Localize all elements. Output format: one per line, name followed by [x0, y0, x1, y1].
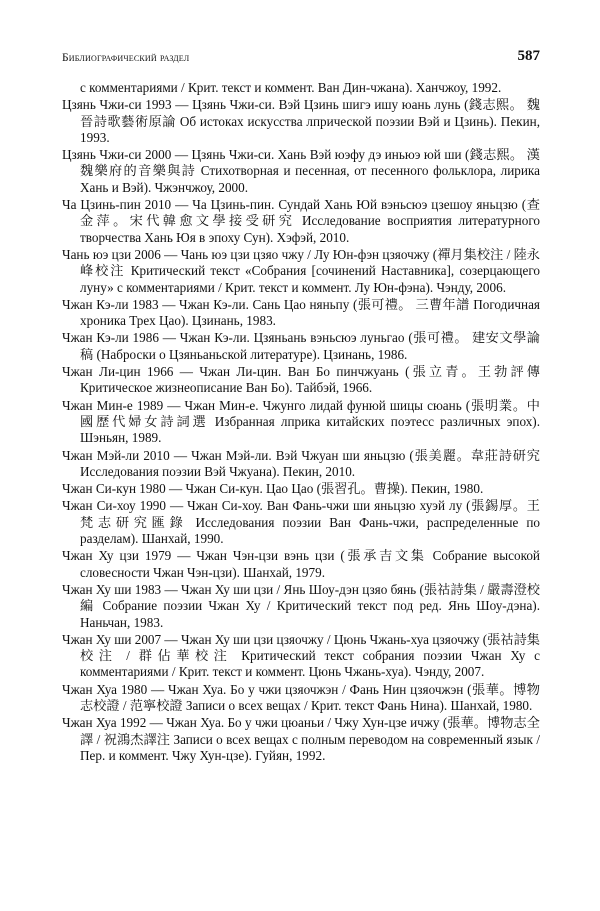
- bibliography-entry: Чань юэ цзи 2006 — Чань юэ цзи цзяо чжу / Лу Юн-фэн цзяочжу (禪月集校注 / 陸永峰校注 Критический текст «Собрания [сочинений Наставника], созерцающего луну» с комментариями / Крит. текст и коммент. Лу Юн-фэна). Чэнду, 2006.: [62, 246, 540, 295]
- bibliography-entry: Цзянь Чжи-си 2000 — Цзянь Чжи-си. Хань Вэй юэфу дэ иньюэ юй ши (錢志熙。 漢魏樂府的音樂與詩 Стихотворная и песенная, от песенного фольклора, лирика Хань и Вэй). Чжэнчжоу, 2000.: [62, 147, 540, 195]
- bibliography-entry: Чжан Ху цзи 1979 — Чжан Чэн-цзи вэнь цзи (張承吉文集 Собрание высокой словесности Чжан Чэн-цзи). Шанхай, 1979.: [62, 548, 540, 580]
- bibliography-entry: с комментариями / Крит. текст и коммент. Ван Дин-чжана). Ханчжоу, 1992.: [80, 80, 502, 95]
- bibliography-entry: Чжан Мин-е 1989 — Чжан Мин-е. Чжунго лидай фунюй шицы сюань (張明業。中國歷代婦女詩詞選 Избранная лприка китайских поэтесс различных эпох). Шэньян, 1989.: [62, 397, 540, 446]
- bibliography-list: [62, 80, 540, 765]
- section-title: Библиографический раздел: [62, 52, 190, 64]
- bibliography-entry: Чжан Кэ-ли 1986 — Чжан Кэ-ли. Цзяньань вэньсюэ луньгао (張可禮。 建安文學論稿 (Наброски о Цзяньаньской литературе). Цзинань, 1986.: [62, 330, 540, 362]
- bibliography-entry: Цзянь Чжи-си 1993 — Цзянь Чжи-си. Вэй Цзинь шигэ ишу юань лунь (錢志熙。 魏晉詩歌藝術原論 Об истоках искусства лпрической поэзии Вэй и Цзинь). Пекин, 1993.: [62, 97, 540, 145]
- bibliography-entry: Чжан Мэй-ли 2010 — Чжан Мэй-ли. Вэй Чжуан ши яньцзю (張美麗。韋莊詩研究 Исследования поэзии Вэй Чжуана). Пекин, 2010.: [62, 447, 540, 479]
- bibliography-entry: Ча Цзинь-пин 2010 — Ча Цзинь-пин. Сундай Хань Юй вэньсюэ цзешоу яньцзю (查金萍。宋代韓愈文學接受研究 Исследование восприятия литературного творчества Хань Юя в эпоху Сун). Хэфэй, 2010.: [62, 197, 540, 245]
- bibliography-entry: Чжан Ху ши 1983 — Чжан Ху ши цзи / Янь Шоу-дэн цзяо бянь (張祜詩集 / 嚴壽澄校編 Собрание поэзии Чжан Ху / Критический текст под ред. Янь Шоу-дэна). Наньчан, 1983.: [62, 581, 540, 630]
- running-header: [62, 50, 540, 70]
- bibliography-entry: Чжан Ху ши 2007 — Чжан Ху ши цзи цзяочжу / Цюнь Чжань-хуа цзяочжу (張祜詩集校注 / 群佔華校注 Критический текст собрания поэзии Чжан Ху с комментариями / Крит. текст и коммент. Цюнь Чжань-хуа). Чэнду, 2007.: [62, 631, 540, 680]
- page-number: 587: [517, 48, 540, 64]
- bibliography-entry: Чжан Си-кун 1980 — Чжан Си-кун. Цао Цао (張習孔。曹操). Пекин, 1980.: [62, 481, 484, 497]
- bibliography-entry: Чжан Си-хоу 1990 — Чжан Си-хоу. Ван Фань-чжи ши яньцзю хуэй лу (張錫厚。王梵志研究匯錄 Исследования поэзии Ван Фань-чжи, распределенные по разделам). Шанхай, 1990.: [62, 498, 540, 547]
- bibliography-entry: Чжан Ли-цин 1966 — Чжан Ли-цин. Ван Бо пинчжуань (張立青。王勃評傳 Критическое жизнеописание Ван Бо). Тайбэй, 1966.: [62, 364, 540, 396]
- bibliography-entry: Чжан Хуа 1980 — Чжан Хуа. Бо у чжи цзяочжэн / Фань Нин цзяочжэн (張華。博物志校證 / 范寧校證 Записи о всех вещах / Крит. текст Фань Нина). Шанхай, 1980.: [62, 681, 540, 713]
- bibliography-entry: Чжан Хуа 1992 — Чжан Хуа. Бо у чжи цюаньи / Чжу Хун-цзе ичжу (張華。博物志全譯 / 祝鴻杰譯注 Записи о всех вещах с полным переводом на современный язык / Пер. и коммент. Чжу Хун-цзе). Гуйян, 1992.: [62, 715, 540, 763]
- bibliography-entry: Чжан Кэ-ли 1983 — Чжан Кэ-ли. Сань Цао няньпу (張可禮。 三曹年譜 Погодичная хроника Трех Цао). Цзинань, 1983.: [62, 296, 540, 329]
